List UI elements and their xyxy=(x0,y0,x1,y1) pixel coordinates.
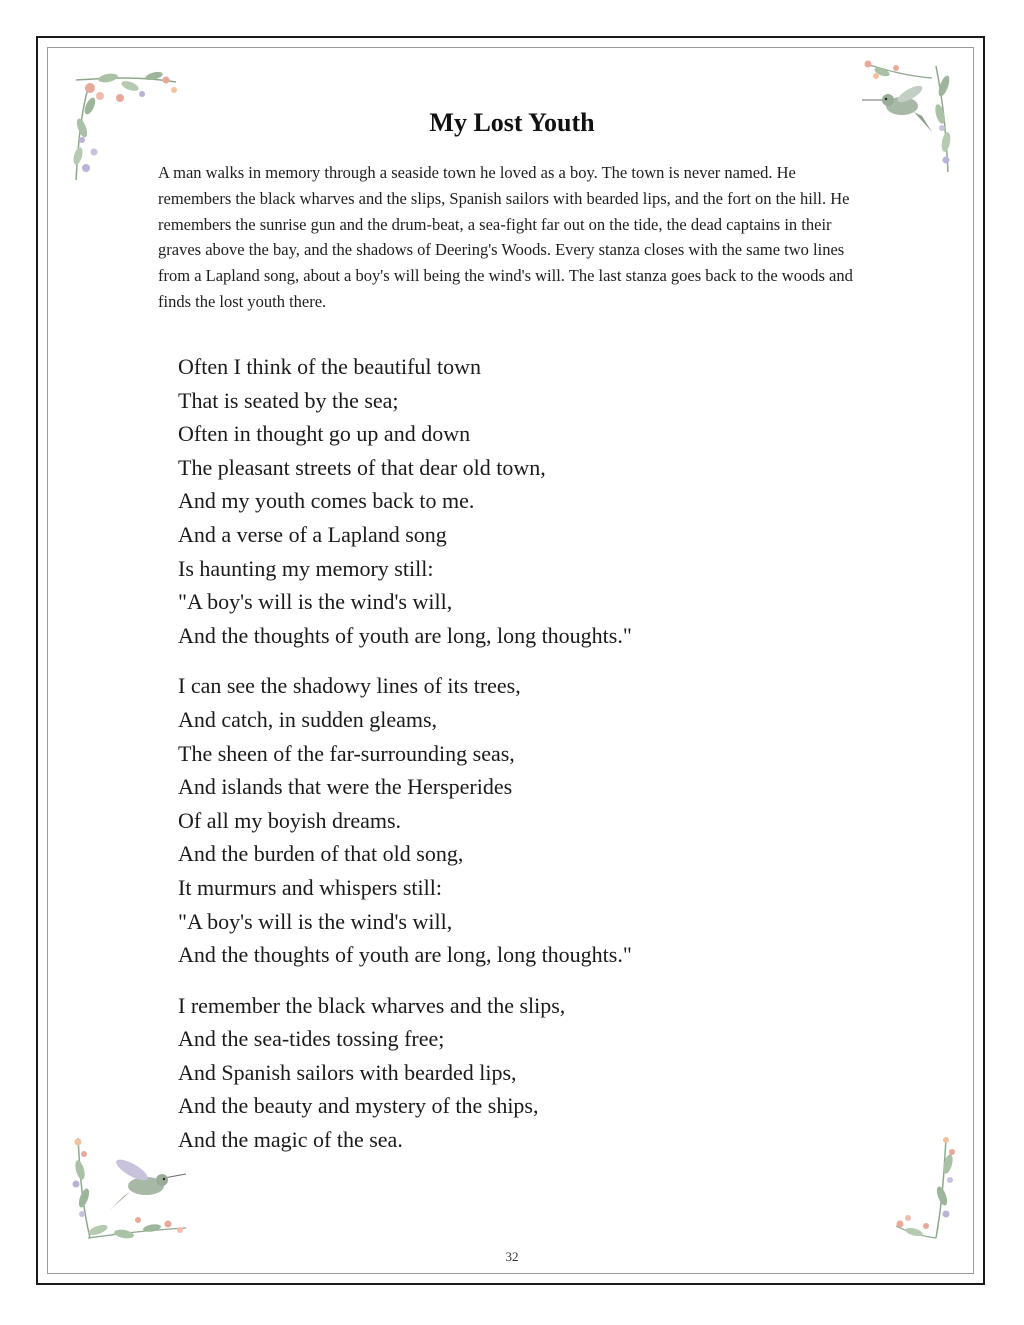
poem-line: I can see the shadowy lines of its trees, xyxy=(178,673,521,699)
poem-line: And a verse of a Lapland song xyxy=(178,521,447,547)
stanza-2 xyxy=(178,669,898,971)
poem-line: And the burden of that old song, xyxy=(178,841,464,867)
poem-line: And my youth comes back to me. xyxy=(178,488,475,514)
refrain-line: And the thoughts of youth are long, long thoughts." xyxy=(178,622,632,648)
poem-line: Often in thought go up and down xyxy=(178,421,471,447)
stanza-1 xyxy=(178,350,898,652)
poem-line: And the sea-tides tossing free; xyxy=(178,1026,445,1052)
page-title: My Lost Youth xyxy=(429,108,595,137)
poem-line: I remember the black wharves and the slips, xyxy=(178,992,566,1018)
poem-summary: A man walks in memory through a seaside town he loved as a boy. The town is never named. He remembers the black wharves and the slips, Spanish sailors with bearded lips, and the fort on the hill. He remembers the sunrise gun and the drum-beat, a sea-fight far out on the tide, the dead captains in their graves above the bay, and the shadows of Deering's Woods. Every stanza closes with the same two lines from a Lapland song, about a boy's will being the wind's will. The last stanza goes back to the woods and finds the lost youth there. xyxy=(158,163,853,311)
poem-line: And islands that were the Hersperides xyxy=(178,774,513,800)
floral-corner-icon xyxy=(890,1134,960,1244)
poem-line: Often I think of the beautiful town xyxy=(178,354,482,379)
poem-line: It murmurs and whispers still: xyxy=(178,874,442,900)
poem-line: Is haunting my memory still: xyxy=(178,555,434,581)
poem-line: That is seated by the sea; xyxy=(178,387,399,413)
poem-line: Of all my boyish dreams. xyxy=(178,807,402,833)
poem-line: The sheen of the far-surrounding seas, xyxy=(178,740,515,766)
refrain-line: "A boy's will is the wind's will, xyxy=(178,589,453,615)
page-number: 32 xyxy=(505,1249,519,1264)
poem-body xyxy=(178,350,898,1174)
poem-line: And the magic of the sea. xyxy=(178,1127,403,1153)
poem-line: And the beauty and mystery of the ships, xyxy=(178,1093,539,1119)
poem-line: And Spanish sailors with bearded lips, xyxy=(178,1059,517,1085)
poem-line: And catch, in sudden gleams, xyxy=(178,706,438,732)
hummingbird-floral-icon xyxy=(68,1134,194,1246)
poem-line: The pleasant streets of that dear old town, xyxy=(178,454,546,480)
refrain-line: "A boy's will is the wind's will, xyxy=(178,908,453,934)
stanza-3 xyxy=(178,989,898,1157)
refrain-line: And the thoughts of youth are long, long thoughts." xyxy=(178,942,632,968)
